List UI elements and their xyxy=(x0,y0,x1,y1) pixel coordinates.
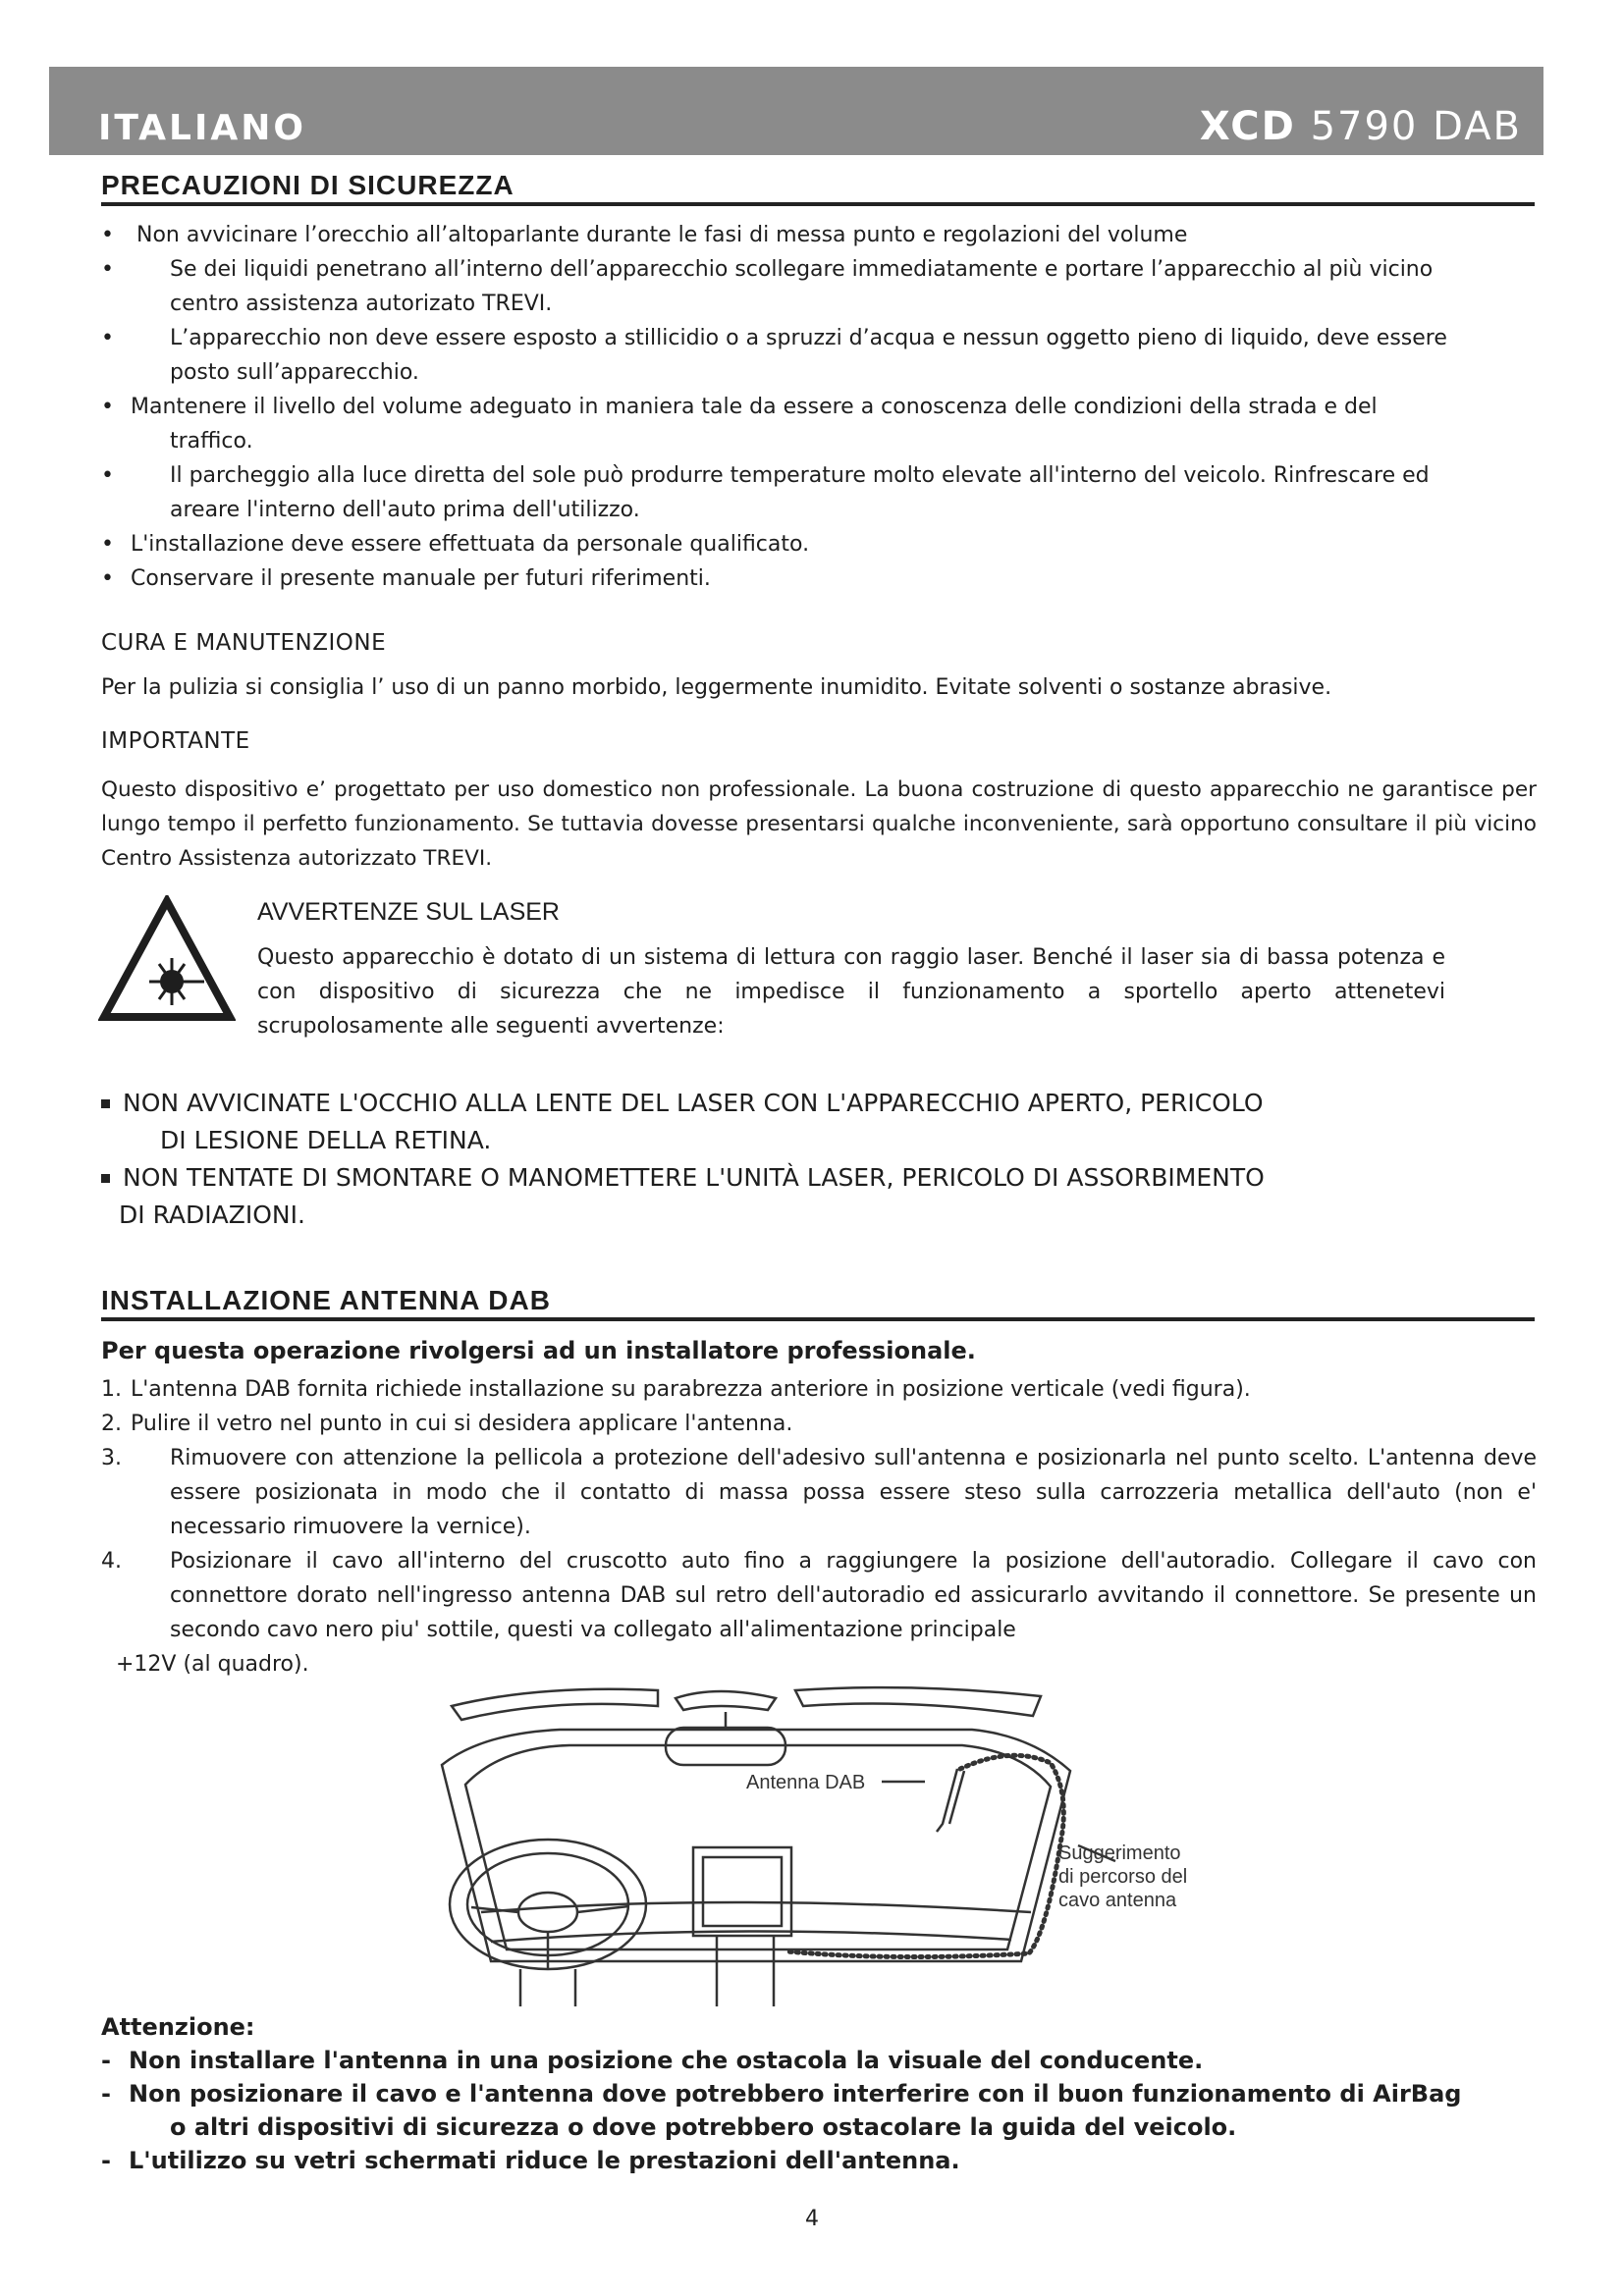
list-item: - L'utilizzo su vetri schermati riduce le prestazioni dell'antenna. xyxy=(101,2147,960,2174)
care-title: CURA E MANUTENZIONE xyxy=(101,630,387,656)
list-item: • Non avvicinare l’orecchio all’altoparlante durante le fasi di messa punto e regolazioni del volume xyxy=(101,218,1537,252)
care-text: Per la pulizia si consiglia l’ uso di un panno morbido, leggermente inumidito. Evitate solventi o sostanze abrasive. xyxy=(101,675,1332,700)
laser-warnings xyxy=(101,1085,1535,1234)
laser-text: Questo apparecchio è dotato di un sistema di lettura con raggio laser. Benché il laser sia di bassa potenza e con dispositivo di sicurezza che ne impedisce il funzionamento a sportello aperto attenetevi scrupolosamente alle seguenti avvertenze: xyxy=(257,945,1445,1039)
list-item: - Non installare l'antenna in una posizione che ostacola la visuale del conducente. xyxy=(101,2047,1204,2074)
bullet: • xyxy=(101,566,114,591)
step-number: 4. xyxy=(101,1549,122,1574)
list-item: • Se dei liquidi penetrano all’interno dell’apparecchio scollegare immediatamente e portare l’apparecchio al più vicino centro assistenza autorizato TREVI. xyxy=(101,252,1537,321)
bullet: • xyxy=(101,395,114,419)
page-header xyxy=(49,67,1543,155)
route-label-line-1: Suggerimento xyxy=(1058,1842,1181,1864)
important-title: IMPORTANTE xyxy=(101,728,250,754)
list-item: - Non posizionare il cavo e l'antenna dove potrebbero interferire con il buon funzionamento di AirBag o altri dispositivi di sicurezza o dove potrebbero ostacolare la guida del veicolo. xyxy=(101,2080,1462,2141)
bullet: • xyxy=(101,463,114,488)
list-item: • Mantenere il livello del volume adeguato in maniera tale da essere a conoscenza delle condizioni della strada e del traffico. xyxy=(101,390,1537,458)
bullet: • xyxy=(101,326,114,350)
bullet: • xyxy=(101,223,114,247)
care-section xyxy=(101,626,1537,705)
route-label-line-2: di percorso del xyxy=(1058,1866,1188,1888)
step-number: 1. xyxy=(101,1377,122,1402)
list-item: NON AVVICINATE L'OCCHIO ALLA LENTE DEL LASER CON L'APPARECCHIO APERTO, PERICOLO DI LESIONE DELLA RETINA. xyxy=(101,1085,1535,1159)
important-section xyxy=(101,724,1537,876)
square-bullet xyxy=(101,1099,110,1108)
safety-list xyxy=(101,218,1537,596)
attention-title: Attenzione: xyxy=(101,2013,255,2041)
installation-steps xyxy=(101,1372,1537,1682)
list-item: • Conservare il presente manuale per futuri riferimenti. xyxy=(101,561,1537,596)
installation-title: INSTALLAZIONE ANTENNA DAB xyxy=(101,1282,1535,1321)
model-brand: XCD xyxy=(1199,104,1296,149)
important-text: Questo dispositivo e’ progettato per uso domestico non professionale. La buona costruzione di questo apparecchio ne garantisce per lungo tempo il perfetto funzionamento. Se tuttavia dovesse presentarsi qualche inconveniente, sarà opportuno consultare il più vicino Centro Assistenza autorizzato TREVI. xyxy=(101,777,1537,871)
list-item: • L’apparecchio non deve essere esposto a stillicidio o a spruzzi d’acqua e nessun oggetto pieno di liquido, deve essere posto sull’apparecchio. xyxy=(101,321,1537,390)
model-name xyxy=(1200,104,1522,149)
antenna-label: Antenna DAB xyxy=(746,1772,866,1793)
model-number: 5790 DAB xyxy=(1310,104,1522,149)
square-bullet xyxy=(101,1174,110,1183)
bullet: • xyxy=(101,532,114,557)
list-item: 2. Pulire il vetro nel punto in cui si desidera applicare l'antenna. xyxy=(101,1407,1537,1441)
page-number: 4 xyxy=(805,2207,819,2231)
language-label: ITALIANO xyxy=(98,108,306,148)
step-number: 3. xyxy=(101,1446,122,1470)
list-item: 4. Posizionare il cavo all'interno del cruscotto auto fino a raggiungere la posizione dell'autoradio. Collegare il cavo con connettore dorato nell'ingresso antenna DAB sul retro dell'autoradio ed assicurarlo avvitando il connettore. Se presente un secondo cavo nero piu' sottile, questi va collegato all'alimentazione principale xyxy=(101,1544,1537,1647)
list-item: 1. L'antenna DAB fornita richiede installazione su parabrezza anteriore in posizione verticale (vedi figura). xyxy=(101,1372,1537,1407)
list-item: NON TENTATE DI SMONTARE O MANOMETTERE L'UNITÀ LASER, PERICOLO DI ASSORBIMENTO DI RADIAZIONI. xyxy=(101,1159,1535,1234)
list-item: 3. Rimuovere con attenzione la pellicola a protezione dell'adesivo sull'antenna e posizionarla nel punto scelto. L'antenna deve essere posizionata in modo che il contatto di massa possa essere steso sulla carrozzeria metallica dell'auto (non e' necessario rimuovere la vernice). xyxy=(101,1441,1537,1544)
safety-title: PRECAUZIONI DI SICUREZZA xyxy=(101,167,1535,206)
step-number: 2. xyxy=(101,1412,122,1436)
laser-warning-icon xyxy=(98,895,236,1023)
power-note: +12V (al quadro). xyxy=(116,1652,309,1677)
windshield-diagram xyxy=(422,1677,1247,2030)
attention-section xyxy=(101,2010,1544,2177)
laser-title: AVVERTENZE SUL LASER xyxy=(257,898,560,926)
bullet: • xyxy=(101,257,114,282)
route-label-line-3: cavo antenna xyxy=(1058,1890,1177,1911)
list-item: • Il parcheggio alla luce diretta del sole può produrre temperature molto elevate all'interno del veicolo. Rinfrescare ed areare l'interno dell'auto prima dell'utilizzo. xyxy=(101,458,1537,527)
list-item: • L'installazione deve essere effettuata da personale qualificato. xyxy=(101,527,1537,561)
installation-lead: Per questa operazione rivolgersi ad un installatore professionale. xyxy=(101,1337,976,1364)
